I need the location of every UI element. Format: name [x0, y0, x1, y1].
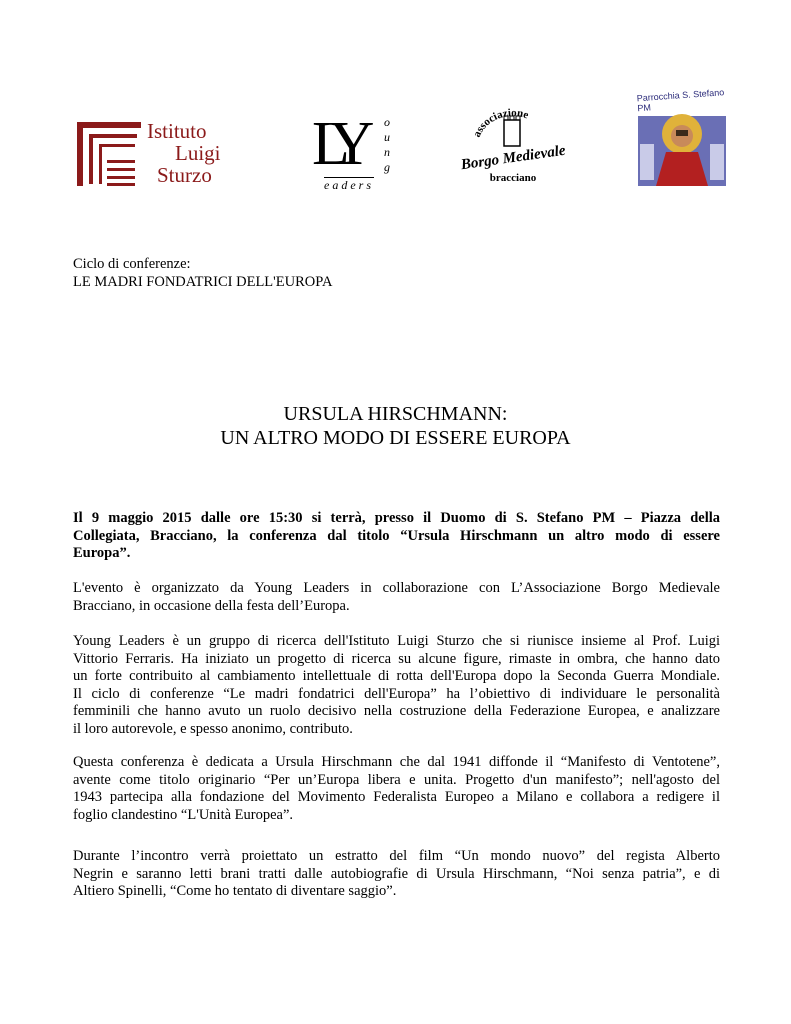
page-title — [0, 402, 791, 450]
p1-line-1: Il 9 maggio 2015 dalle ore 15:30 si terrà, presso il Duomo di S. Stefano PM – Piazza della — [73, 510, 720, 526]
paragraph-organizer — [73, 580, 720, 615]
p4-line-3: 1943 partecipa alla fondazione del Movimento Federalista Europeo a Milano e collabora a redigere il — [73, 789, 720, 805]
p3-line-5: femminili che hanno avuto un ruolo decisivo nella costruzione della Federazione Europea, e analizzare — [73, 703, 720, 719]
p5-line-2: Negrin e saranno letti brani tratti dalle autobiografie di Ursula Hirschmann, “Noi senza patria”, e di — [73, 865, 720, 882]
title-line-1: URSULA HIRSCHMANN: — [283, 403, 508, 425]
bm-mid-text: Borgo Medievale — [459, 142, 567, 172]
ils-line-3: Sturzo — [157, 163, 212, 187]
p5-line-1: Durante l’incontro verrà proiettato un estratto del film “Un mondo nuovo” del regista Alberto — [73, 848, 720, 864]
borgo-medievale-emblem-icon — [458, 106, 568, 172]
p3-line-1: Young Leaders è un gruppo di ricerca dell'Istituto Luigi Sturzo che si riunisce insieme al Prof. Luigi — [73, 633, 720, 649]
yl-side-4: g — [384, 160, 390, 174]
ils-line-1: Istituto — [147, 119, 207, 143]
p2-line-2: Bracciano, in occasione della festa dell’Europa. — [73, 597, 350, 614]
p2-line-1: L'evento è organizzato da Young Leaders in collaborazione con L’Associazione Borgo Medievale — [73, 580, 720, 596]
par-caption: Parrocchia S. Stefano PM — [636, 87, 725, 114]
logo-bar — [0, 0, 791, 200]
cycle-label: Ciclo di conferenze: — [73, 256, 191, 272]
paragraph-young-leaders — [73, 633, 720, 738]
p4-line-1: Questa conferenza è dedicata a Ursula Hirschmann che dal 1941 diffonde il “Manifesto di Ventotene”, — [73, 754, 720, 770]
p3-line-6: il loro autorevole, e spesso anonimo, contributo. — [73, 720, 353, 737]
borgo-medievale-logo — [458, 106, 568, 188]
saint-stefano-icon — [632, 86, 732, 186]
paragraph-announcement — [73, 510, 720, 563]
p3-line-4: Il ciclo di conferenze “Le madri fondatrici dell'Europa” ha l’obiettivo di individuare le personalità — [73, 685, 720, 702]
cycle-name: LE MADRI FONDATRICI DELL'EUROPA — [73, 273, 333, 290]
young-leaders-logo — [312, 110, 392, 192]
p3-line-2: Vittorio Ferraris. Ha iniziato un progetto di ricerca su alcune figure, rimaste in ombra, che hanno dato — [73, 650, 720, 667]
paragraph-conference — [73, 754, 720, 824]
p1-line-2: Collegiata, Bracciano, la conferenza dal titolo “Ursula Hirschmann un altro modo di essere — [73, 527, 720, 544]
paragraph-film — [73, 848, 720, 901]
yl-side-3: n — [384, 145, 390, 159]
bm-top-text: associazione — [470, 106, 530, 140]
yl-bottom-text: eaders — [324, 178, 374, 192]
ils-line-2: Luigi — [175, 141, 221, 165]
p4-line-4: foglio clandestino “L'Unità Europea”. — [73, 806, 294, 823]
p4-line-2: avente come titolo originario “Per un’Europa libera e unita. Progetto d'un manifesto”; nell'agosto del — [73, 771, 720, 788]
istituto-luigi-sturzo-logo — [77, 120, 227, 190]
sturzo-emblem-icon — [77, 120, 143, 190]
yl-letters: LY — [312, 110, 361, 178]
p5-line-3: Altiero Spinelli, “Come ho tentato di diventare saggio”. — [73, 883, 397, 899]
yl-side-1: o — [384, 115, 390, 129]
p1-line-3: Europa”. — [73, 545, 131, 561]
yl-side-2: u — [384, 130, 390, 144]
conference-cycle — [73, 256, 720, 291]
parrocchia-logo — [632, 84, 732, 186]
p3-line-3: un forte contribuito al cambiamento intellettuale di rotta dell'Europa dopo la Seconda Guerra Mondiale. — [73, 668, 720, 684]
svg-text:associazione — [471, 107, 530, 139]
bm-caption: bracciano — [489, 172, 537, 184]
title-line-2: UN ALTRO MODO DI ESSERE EUROPA — [220, 427, 571, 449]
